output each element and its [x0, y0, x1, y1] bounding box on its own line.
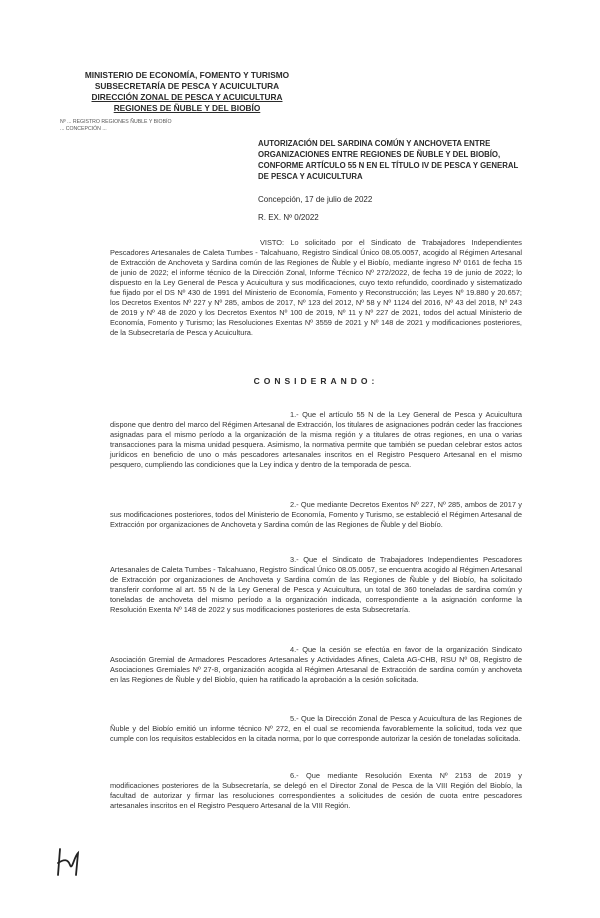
zonal-direction-line: DIRECCIÓN ZONAL DE PESCA Y ACUICULTURA: [91, 92, 283, 102]
place-date: Concepción, 17 de julio de 2022: [258, 195, 373, 204]
subsecretariat-line: SUBSECRETARÍA DE PESCA Y ACUICULTURA: [94, 81, 280, 91]
considerando-3: 3.- Que el Sindicato de Trabajadores Independientes Pescadores Artesanales de Caleta Tumbes - Talcahuano, Registro Sindical Único 08.05.0057, se encuentra acogido al Régimen Artesanal de Extracción por organizaciones de Anchoveta y Sardina común de las Regiones de Ñuble y del Biobío, ha solicitado transferir conforme al art. 55 N de la Ley General de Pesca y Acuicultura, un total de 360 toneladas de sardina común y toneladas de anchoveta del mismo período a la organización indicada, correspondiente a la asignación conforme la Resolución Exenta Nº 148 de 2022 y sus modificaciones posteriores de esta Subsecretaría.: [110, 555, 522, 614]
handwritten-initial-signature: [54, 845, 84, 879]
letterhead: [62, 70, 312, 114]
letterhead-small-print: [60, 119, 172, 132]
visto-paragraph: VISTO: Lo solicitado por el Sindicato de Trabajadores Independientes Pescadores Artesanales de Caleta Tumbes - Talcahuano, Registro Sindical Único 08.05.0057, acogido al Régimen Artesanal de Extracción de Anchoveta y Sardina común de las Regiones de Ñuble y el Biobío, mediante ingreso Nº 0161 de fecha 15 de junio de 2022; el informe técnico de la Dirección Zonal, Informe Técnico Nº 272/2022, de fecha 19 de junio de 2022; lo dispuesto en la Ley General de Pesca y Acuicultura y sus modificaciones, cuyo texto refundido, coordinado y sistematizado fue fijado por el DS Nº 430 de 1991 del Ministerio de Economía, Fomento y Reconstrucción; las Leyes Nº 19.880 y 20.657; los Decretos Exentos Nº 227 y Nº 285, ambos de 2017, Nº 123 del 2012, Nº 58 y Nº 1124 del 2016, Nº 43 del 2018, Nº 243 de 2019 y Nº 48 de 2020 y los Decretos Exentos Nº 100 de 2019, Nº 11 y Nº 227 de 2021, todos del actual Ministerio de Economía, Fomento y Turismo; las Resoluciones Exentas Nº 3559 de 2021 y Nº 148 de 2021 y modificaciones posteriores, de la Subsecretaría de Pesca y Acuicultura.: [110, 238, 522, 337]
small-print-line-1: Nº ... REGISTRO REGIONES ÑUBLE Y BIOBÍO: [60, 119, 172, 125]
small-print-line-2: ... CONCEPCIÓN ...: [60, 125, 107, 132]
considerando-5: 5.- Que la Dirección Zonal de Pesca y Acuicultura de las Regiones de Ñuble y del Biobío emitió un informe técnico Nº 272, en el cual se recomienda favorablemente la solicitud, toda vez que cumple con los requisitos establecidos en la citada norma, por lo que corresponde autorizar la cesión de toneladas solicitada.: [110, 714, 522, 743]
resolution-number: R. EX. Nº 0/2022: [258, 213, 319, 222]
considerando-6: 6.- Que mediante Resolución Exenta Nº 2153 de 2019 y modificaciones posteriores de la Subsecretaría, se delegó en el Director Zonal de Pesca de la VIII Región del Biobío, la facultad de autorizar y firmar las resoluciones correspondientes a solicitudes de cesión de cuota entre pescadores artesanales inscritos en el Registro Pesquero Artesanal de la VIII Región.: [110, 771, 522, 810]
ministry-line: MINISTERIO DE ECONOMÍA, FOMENTO Y TURISMO: [84, 70, 290, 80]
considerando-1: 1.- Que el artículo 55 N de la Ley General de Pesca y Acuicultura dispone que dentro del marco del Régimen Artesanal de Extracción, los titulares de asignaciones podrán ceder las fracciones asignadas para el mismo período a la organización de la misma región y a titulares de otras regiones, en una o varias transacciones para la misma unidad pesquera. Asimismo, la normativa permite que también se puedan celebrar estos actos jurídicos en beneficio de uno o más pescadores artesanales inscritos en el Registro Pesquero Artesanal en el mismo pesquero, cumpliendo las condiciones que la Ley indica y dentro de la temporada de pesca.: [110, 410, 522, 469]
considerando-4: 4.- Que la cesión se efectúa en favor de la organización Sindicato Asociación Gremial de Armadores Pescadores Artesanales y Actividades Afines, Caleta AG-CHB, RSU Nº 08, Registro de Asociaciones Gremiales Nº 27-8, organización acogida al Régimen Artesanal de Extracción de sardina común y anchoveta en las Regiones de Ñuble y del Biobío, quien ha ratificado la aprobación a la cesión solicitada.: [110, 645, 522, 684]
considerando-2: 2.- Que mediante Decretos Exentos Nº 227, Nº 285, ambos de 2017 y sus modificaciones posteriores, todos del Ministerio de Economía, Fomento y Turismo, se estableció el Régimen Artesanal de Extracción por organizaciones de Anchoveta y Sardina común de las Regiones de Ñuble y del Biobío.: [110, 500, 522, 529]
resolution-subject: AUTORIZACIÓN DEL SARDINA COMÚN Y ANCHOVETA ENTRE ORGANIZACIONES ENTRE REGIONES DE ÑUBLE Y DEL BIOBÍO, CONFORME ARTÍCULO 55 N EN EL TÍTULO IV DE PESCA Y GENERAL DE PESCA Y ACUICULTURA: [258, 139, 519, 181]
regions-line: REGIONES DE ÑUBLE Y DEL BIOBÍO: [113, 103, 261, 113]
considerando-heading: CONSIDERANDO:: [253, 376, 379, 386]
